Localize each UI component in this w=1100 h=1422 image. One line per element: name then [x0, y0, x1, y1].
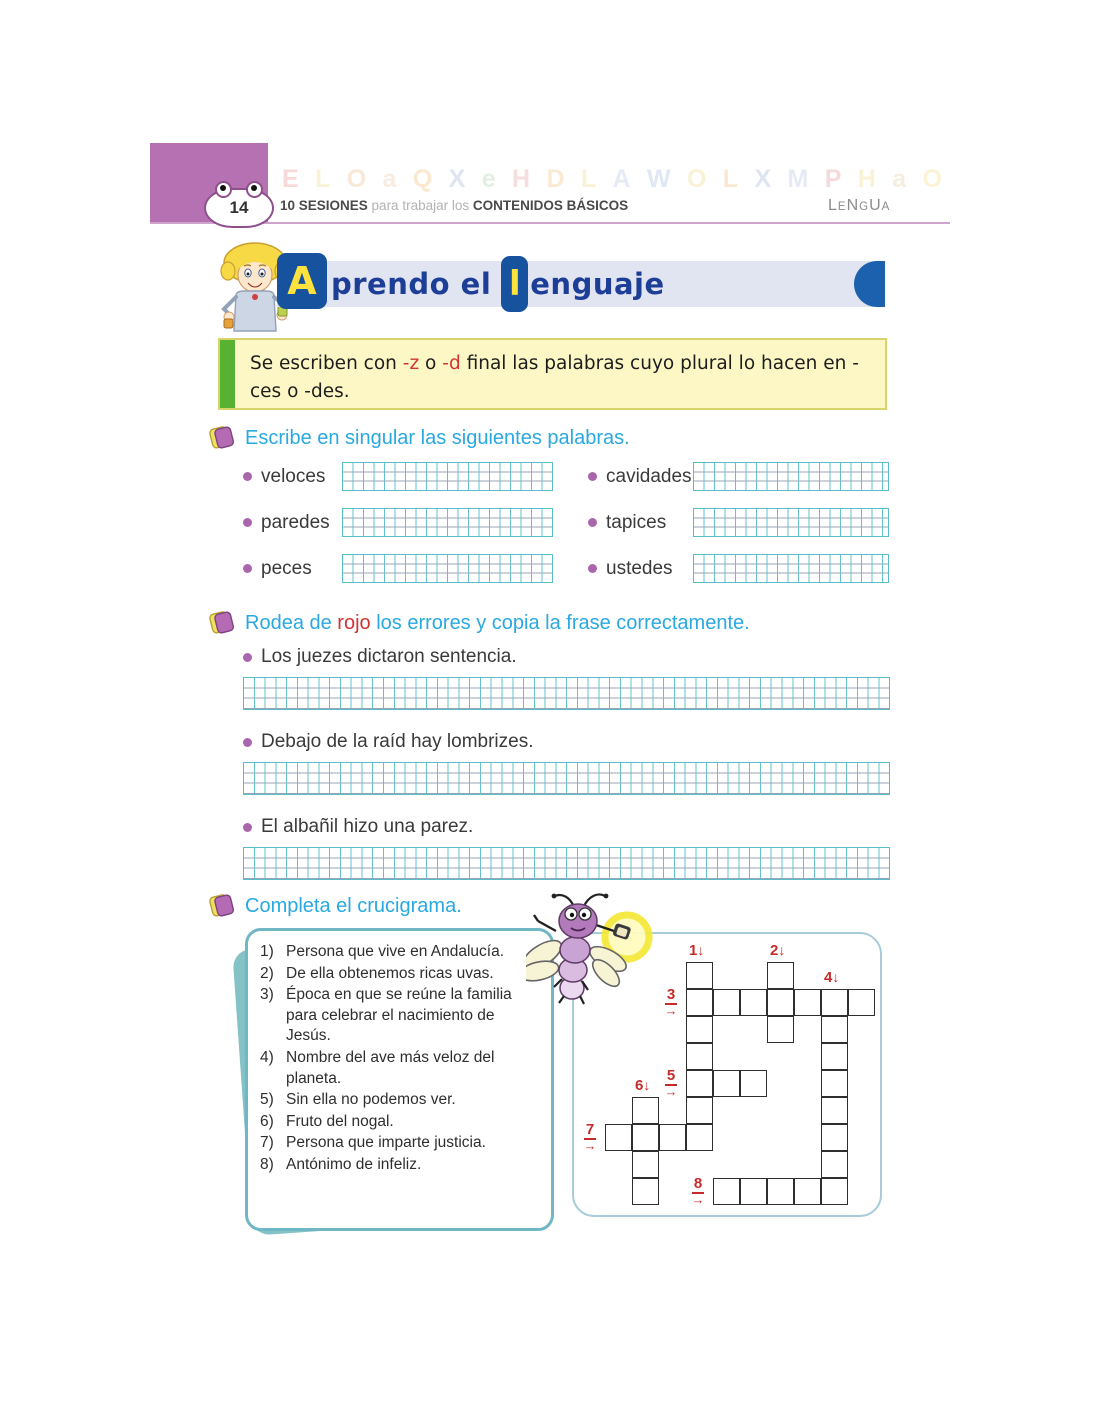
down-arrow-icon: ↓: [832, 969, 840, 985]
decorative-letter: L: [315, 165, 331, 193]
crossword-clue-number-down: [635, 1078, 650, 1093]
brand-letter: N: [846, 197, 860, 214]
rule-box-green-bar: [220, 340, 235, 408]
decorative-letter: O: [922, 165, 942, 193]
clue-number: 1: [689, 942, 698, 959]
word-row: [243, 508, 891, 537]
crossword-clue-number-across: [660, 987, 682, 1017]
decorative-letter: H: [512, 165, 531, 193]
crossword-cell[interactable]: [686, 962, 713, 989]
crossword-clue: [260, 1048, 541, 1089]
decorative-letter: D: [546, 165, 565, 193]
highlighted-word: -z: [402, 353, 420, 374]
bullet-icon: [243, 564, 252, 573]
sentence-line: [243, 646, 890, 668]
decorative-letter: A: [612, 165, 631, 193]
clue-text: Época en que se reúne la familia para celebrar el nacimiento de Jesús.: [286, 986, 512, 1045]
text-segment: o: [419, 353, 443, 374]
text-segment: los errores y copia la frase correctamente.: [370, 611, 750, 634]
answer-grid[interactable]: [243, 677, 890, 710]
decorative-letter: X: [754, 165, 772, 193]
frog-eye-icon: [246, 181, 263, 198]
crossword-cell[interactable]: [740, 989, 767, 1016]
word-cell: [243, 508, 553, 537]
book-icon: [208, 609, 236, 637]
crossword-cell[interactable]: [686, 1124, 713, 1151]
decorative-letter: X: [448, 165, 466, 193]
word-cell: [588, 508, 889, 537]
sentence-line: [243, 816, 890, 838]
crossword-clue: [260, 985, 541, 1047]
plural-word-label: cavidades: [606, 465, 692, 487]
plural-word-label: veloces: [261, 465, 326, 487]
sentence-text: Los juezes dictaron sentencia.: [261, 646, 517, 667]
decorative-letter: M: [787, 165, 809, 193]
plural-word-label: ustedes: [606, 557, 673, 579]
clue-number: 8): [260, 1156, 274, 1174]
down-arrow-icon: ↓: [643, 1077, 651, 1093]
decorative-letter: W: [646, 165, 671, 193]
crossword-cell[interactable]: [767, 1016, 794, 1043]
sentence-item: [243, 816, 890, 880]
word-cell: [588, 554, 889, 583]
clue-number: 3): [260, 986, 274, 1004]
crossword-cell[interactable]: [794, 1178, 821, 1205]
sentence-text: El albañil hizo una parez.: [261, 816, 474, 837]
bullet-icon: [588, 518, 597, 527]
bullet-icon: [243, 653, 252, 662]
exercise2-title: [245, 612, 750, 635]
answer-grid[interactable]: [342, 508, 553, 537]
clue-number: 8: [693, 1175, 703, 1192]
crossword-cell[interactable]: [848, 989, 875, 1016]
text-segment: Rodea de: [245, 611, 338, 634]
crossword-cell[interactable]: [821, 1016, 848, 1043]
crossword-cell[interactable]: [821, 1178, 848, 1205]
crossword-clue-number-down: [770, 943, 785, 958]
crossword-clue: [260, 1133, 541, 1154]
book-icon: [208, 892, 236, 920]
plural-word-label: paredes: [261, 511, 330, 533]
title-text-1: prendo el: [331, 267, 492, 301]
down-arrow-icon: ↓: [778, 942, 786, 958]
answer-grid[interactable]: [693, 462, 889, 491]
clue-number: 7): [260, 1134, 274, 1152]
decorative-letter: O: [346, 165, 367, 193]
brand-letter: G: [859, 201, 870, 213]
crossword-clue: [260, 1112, 541, 1133]
answer-grid[interactable]: [342, 554, 553, 583]
header-caption-bold1: 10 SESIONES: [280, 198, 368, 213]
page-number: 14: [229, 198, 249, 217]
crossword-cell[interactable]: [605, 1124, 632, 1151]
plural-word-label: tapices: [606, 511, 667, 533]
sentence-text: Debajo de la raíd hay lombrizes.: [261, 731, 534, 752]
answer-grid[interactable]: [693, 554, 889, 583]
down-arrow-icon: ↓: [697, 942, 705, 958]
clue-number: 4): [260, 1049, 274, 1067]
crossword-clue: [260, 1090, 541, 1111]
decorative-letter: Q: [412, 165, 433, 193]
sentence-line: [243, 731, 890, 753]
crossword-cell[interactable]: [632, 1097, 659, 1124]
text-segment: Se escriben con: [250, 353, 403, 374]
clue-number: 6: [635, 1077, 644, 1094]
grammar-rule-box: [218, 338, 887, 410]
bullet-icon: [243, 823, 252, 832]
decorative-letter: L: [580, 165, 597, 193]
text-segment: final las palabras cuyo plural lo hacen en -ces o -des.: [250, 353, 859, 402]
bullet-icon: [588, 472, 597, 481]
crossword-clue-number-down: [689, 943, 704, 958]
word-cell: [588, 462, 889, 491]
clue-number: 5: [666, 1067, 676, 1084]
decorative-letter: E: [282, 165, 299, 193]
frog-eye-icon: [215, 181, 232, 198]
crossword-cell[interactable]: [794, 989, 821, 1016]
decorative-letter: L: [722, 165, 739, 193]
clue-text: Persona que imparte justicia.: [286, 1134, 486, 1152]
answer-grid[interactable]: [243, 847, 890, 880]
crossword-cell[interactable]: [659, 1124, 686, 1151]
decorative-letter: a: [382, 165, 397, 193]
decorative-letter: O: [686, 165, 707, 193]
header-caption-bold2: CONTENIDOS BÁSICOS: [472, 198, 629, 213]
right-arrow-icon: →: [691, 1192, 705, 1207]
grammar-rule-text: [250, 350, 871, 406]
decorative-letter: H: [857, 165, 876, 193]
title-banner: [277, 261, 885, 307]
title-banner-end-cap: [854, 261, 885, 307]
clue-text: Fruto del nogal.: [286, 1112, 394, 1130]
crossword-cell[interactable]: [686, 1016, 713, 1043]
crossword-clue-number-across: [660, 1068, 682, 1098]
exercise1-word-rows: [243, 462, 891, 600]
bullet-icon: [588, 564, 597, 573]
answer-grid[interactable]: [342, 462, 553, 491]
exercise1-title: Escribe en singular las siguientes palabras.: [245, 426, 630, 449]
bullet-icon: [243, 738, 252, 747]
crossword-cell[interactable]: [767, 1178, 794, 1205]
brand-letter: A: [881, 201, 891, 213]
crossword-clue: [260, 942, 541, 963]
word-row: [243, 554, 891, 583]
title-capital-l: l: [501, 256, 528, 312]
right-arrow-icon: →: [664, 1084, 678, 1099]
decorative-letter: P: [824, 165, 842, 193]
exercise3-title: Completa el crucigrama.: [245, 894, 462, 917]
crossword-cell[interactable]: [632, 1124, 659, 1151]
crossword-clue-number-down: [824, 970, 839, 985]
exercise2-sentences: [243, 646, 890, 901]
crossword-cell[interactable]: [632, 1151, 659, 1178]
decorative-alphabet-strip: [282, 152, 942, 194]
crossword-cell[interactable]: [686, 1043, 713, 1070]
clue-text: Sin ella no podemos ver.: [286, 1091, 456, 1109]
crossword-cell[interactable]: [767, 989, 794, 1016]
decorative-letter: a: [892, 165, 907, 193]
bullet-icon: [243, 472, 252, 481]
clue-text: De ella obtenemos ricas uvas.: [286, 964, 494, 982]
brand-letter: E: [837, 201, 847, 213]
crossword-cell[interactable]: [713, 1070, 740, 1097]
highlighted-word: rojo: [337, 611, 371, 634]
word-cell: [243, 554, 553, 583]
clue-text: Antónimo de infeliz.: [286, 1156, 422, 1174]
bullet-icon: [243, 518, 252, 527]
crossword-cell[interactable]: [821, 1151, 848, 1178]
crossword-cell[interactable]: [632, 1178, 659, 1205]
crossword-cell[interactable]: [821, 1070, 848, 1097]
crossword-cell[interactable]: [821, 1043, 848, 1070]
answer-grid[interactable]: [693, 508, 889, 537]
clue-number: 4: [824, 969, 833, 986]
crossword-cell[interactable]: [713, 1178, 740, 1205]
clue-number: 1): [260, 943, 274, 960]
page-number-frog-badge: [204, 188, 274, 228]
plural-word-label: peces: [261, 557, 312, 579]
crossword-cell[interactable]: [740, 1178, 767, 1205]
sentence-item: [243, 646, 890, 710]
title-text-2: enguaje: [530, 267, 665, 301]
crossword-cell[interactable]: [686, 1097, 713, 1124]
clue-text: Nombre del ave más veloz del planeta.: [286, 1049, 495, 1087]
word-row: [243, 462, 891, 491]
clue-number: 2: [770, 942, 779, 959]
brand-letter: L: [828, 197, 838, 214]
crossword-clue: [260, 964, 541, 985]
firefly-cartoon: [526, 891, 658, 1013]
clue-text: Persona que vive en Andalucía.: [286, 943, 505, 960]
crossword-clue-number-across: [579, 1122, 601, 1152]
crossword-cell[interactable]: [686, 1070, 713, 1097]
word-cell: [243, 462, 553, 491]
crossword-cell[interactable]: [767, 962, 794, 989]
decorative-letter: e: [481, 165, 496, 193]
highlighted-word: -d: [442, 353, 461, 374]
crossword-cell[interactable]: [821, 989, 848, 1016]
answer-grid[interactable]: [243, 762, 890, 795]
exercise3-header: [208, 892, 462, 920]
header-caption-light: para trabajar los: [367, 198, 473, 213]
exercise2-header: [208, 609, 750, 637]
title-capital-A: A: [277, 253, 327, 309]
crossword-cell[interactable]: [713, 989, 740, 1016]
clue-number: 3: [666, 986, 676, 1003]
exercise1-header: [208, 424, 630, 452]
clue-number: 2): [260, 964, 274, 982]
clue-number: 7: [585, 1121, 595, 1138]
clue-number: 5): [260, 1091, 274, 1109]
right-arrow-icon: →: [583, 1138, 597, 1153]
crossword-cell[interactable]: [740, 1070, 767, 1097]
brand-letter: U: [869, 197, 882, 214]
sentence-item: [243, 731, 890, 795]
book-icon: [208, 424, 236, 452]
brand-lengua: [828, 197, 890, 215]
crossword-cell[interactable]: [686, 989, 713, 1016]
crossword-clue-number-across: [687, 1176, 709, 1206]
right-arrow-icon: →: [664, 1003, 678, 1018]
crossword-clues-box: [245, 928, 554, 1231]
crossword-cell[interactable]: [821, 1097, 848, 1124]
header-caption: [280, 198, 628, 213]
clue-number: 6): [260, 1112, 274, 1130]
crossword-clue: [260, 1155, 541, 1176]
crossword-cell[interactable]: [821, 1124, 848, 1151]
